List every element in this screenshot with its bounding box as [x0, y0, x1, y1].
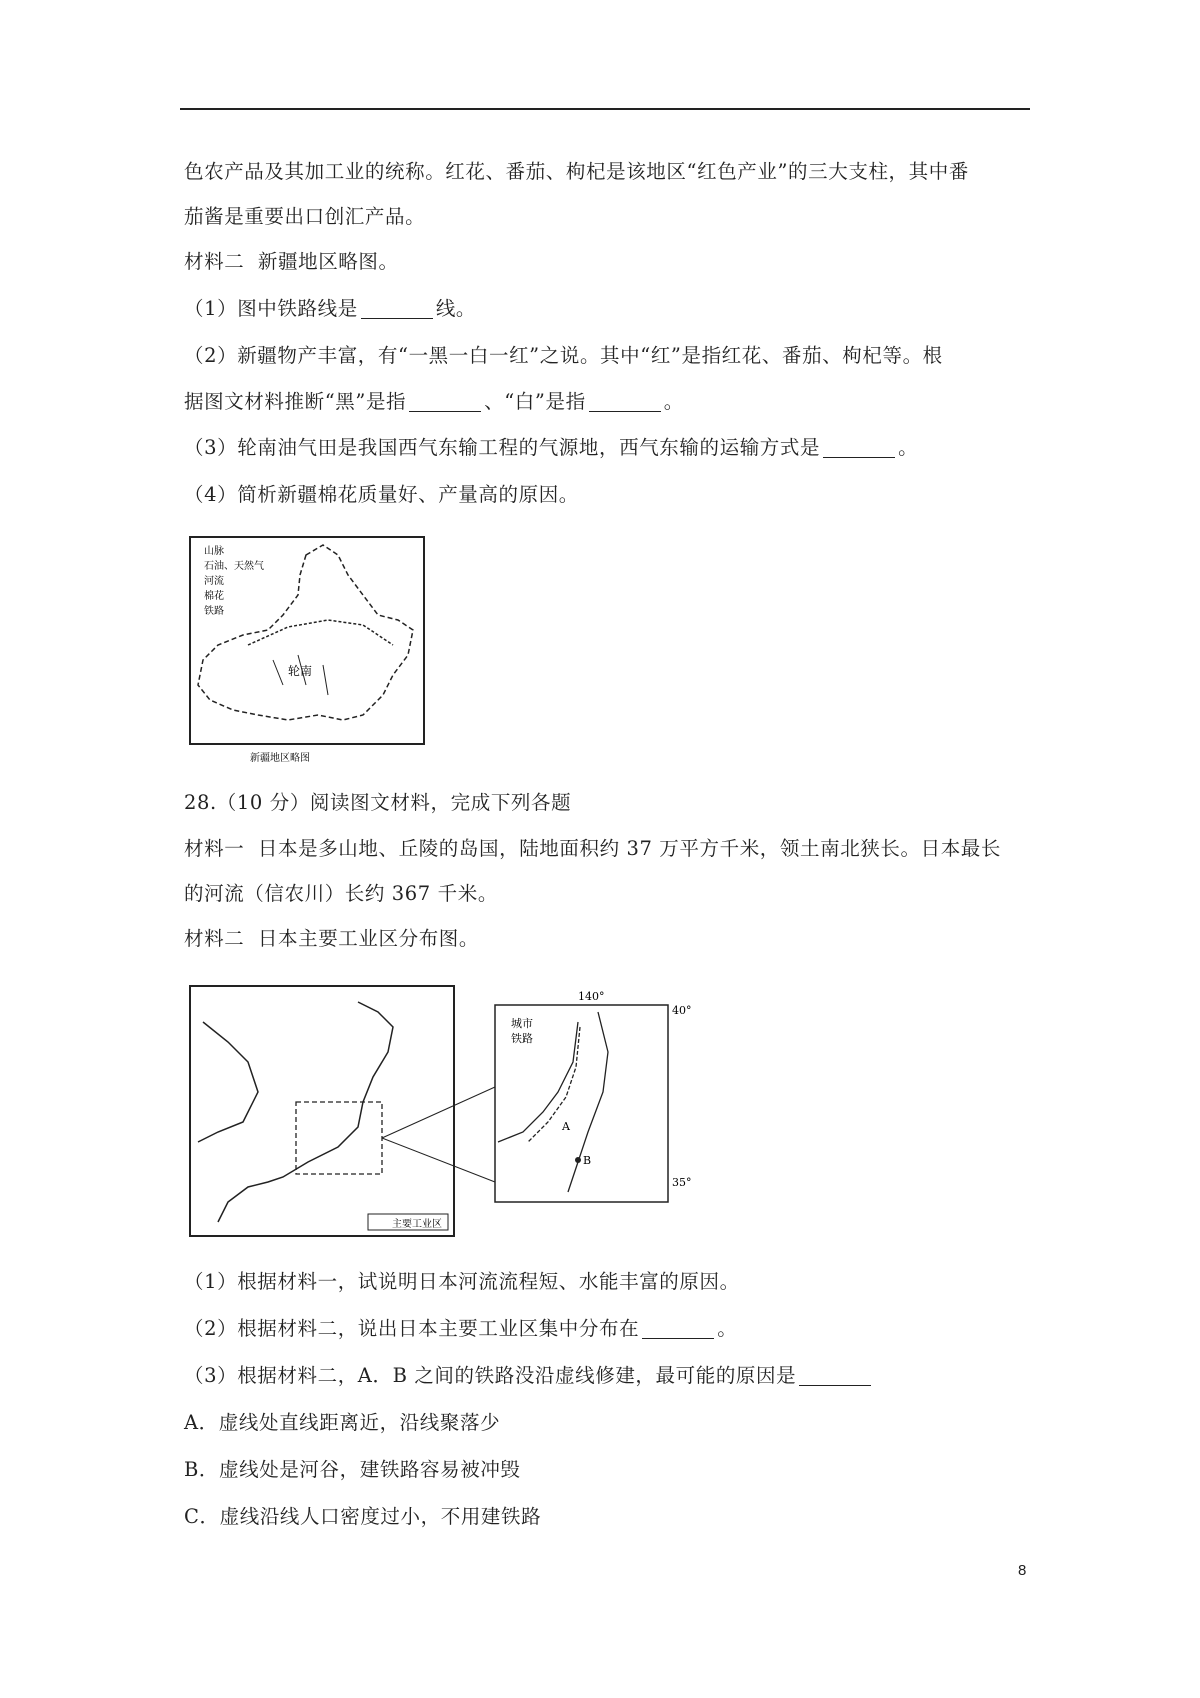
header-rule — [180, 108, 1030, 110]
text-line-1: 色农产品及其加工业的统称。红花、番茄、枸杞是该地区“红色产业”的三大支柱，其中番 — [184, 160, 969, 183]
inset-point-b: B — [583, 1154, 592, 1167]
question-3-text: （3）轮南油气田是我国西气东输工程的气源地，西气东输的运输方式是 — [184, 436, 821, 459]
question-28-2 — [184, 1315, 737, 1343]
answer-blank[interactable] — [589, 391, 661, 412]
question-1-tail: 线。 — [435, 297, 477, 320]
inset-lon-label: 140° — [578, 990, 605, 1003]
question-2-mid: 、“白”是指 — [484, 390, 586, 413]
map-legend-mountain: 山脉 — [204, 546, 224, 557]
map-place-lunnan: 轮南 — [288, 664, 313, 678]
inset-point-a: A — [562, 1120, 570, 1133]
answer-blank[interactable] — [823, 437, 895, 458]
map-legend-cotton: 棉花 — [204, 591, 224, 602]
map-caption: 新疆地区略图 — [250, 753, 310, 764]
inset-lat-bottom: 35° — [672, 1176, 692, 1189]
question-3 — [184, 434, 918, 462]
question-1 — [184, 295, 476, 323]
question-2: （2）新疆物产丰富，有“一黑一白一红”之说。其中“红”是指红花、番茄、枸杞等。根 — [184, 344, 943, 367]
japan-map — [188, 982, 1038, 1242]
question-28-heading: 28.（10 分）阅读图文材料，完成下列各题 — [184, 791, 572, 814]
text-line-material-1-cont: 的河流（信农川）长约 367 千米。 — [184, 882, 498, 905]
xinjiang-map — [188, 535, 428, 765]
page-number: 8 — [1018, 1562, 1027, 1579]
inset-lat-top: 40° — [672, 1004, 692, 1017]
answer-blank[interactable] — [799, 1365, 871, 1386]
question-28-3 — [184, 1362, 874, 1390]
inset-legend-railway: 铁路 — [511, 1032, 533, 1045]
map-legend-railway: 铁路 — [204, 606, 224, 617]
question-2-text: 据图文材料推断“黑”是指 — [184, 390, 407, 413]
option-c: C．虚线沿线人口密度过小，不用建铁路 — [184, 1505, 542, 1528]
option-b: B．虚线处是河谷，建铁路容易被冲毁 — [184, 1458, 521, 1481]
answer-blank[interactable] — [361, 298, 433, 319]
question-28-2-tail: 。 — [717, 1317, 738, 1340]
question-1-text: （1）图中铁路线是 — [184, 297, 358, 320]
question-4: （4）简析新疆棉花质量好、产量高的原因。 — [184, 483, 579, 506]
text-line-2: 茄酱是重要出口创汇产品。 — [184, 205, 426, 228]
question-28-2-text: （2）根据材料二，说出日本主要工业区集中分布在 — [184, 1317, 640, 1340]
question-28-3-text: （3）根据材料二，A．B 之间的铁路没沿虚线修建，最可能的原因是 — [184, 1364, 797, 1387]
question-28-1: （1）根据材料一，试说明日本河流流程短、水能丰富的原因。 — [184, 1270, 740, 1293]
map-legend-oil: 石油、天然气 — [204, 561, 264, 572]
answer-blank[interactable] — [642, 1318, 714, 1339]
inset-legend-city: 城市 — [511, 1017, 533, 1030]
map-legend-river: 河流 — [204, 576, 224, 587]
text-line-3: 材料二 新疆地区略图。 — [184, 250, 399, 273]
question-2-tail: 。 — [663, 390, 684, 413]
question-2-cont — [184, 388, 684, 416]
map-legend-industrial: 主要工业区 — [392, 1219, 442, 1230]
question-3-tail: 。 — [898, 436, 919, 459]
answer-blank[interactable] — [409, 391, 481, 412]
text-line-material-2: 材料二 日本主要工业区分布图。 — [184, 927, 479, 950]
text-line-material-1: 材料一 日本是多山地、丘陵的岛国，陆地面积约 37 万平方千米，领土南北狭长。日本最长 — [184, 837, 1002, 860]
option-a: A．虚线处直线距离近，沿线聚落少 — [184, 1411, 501, 1434]
